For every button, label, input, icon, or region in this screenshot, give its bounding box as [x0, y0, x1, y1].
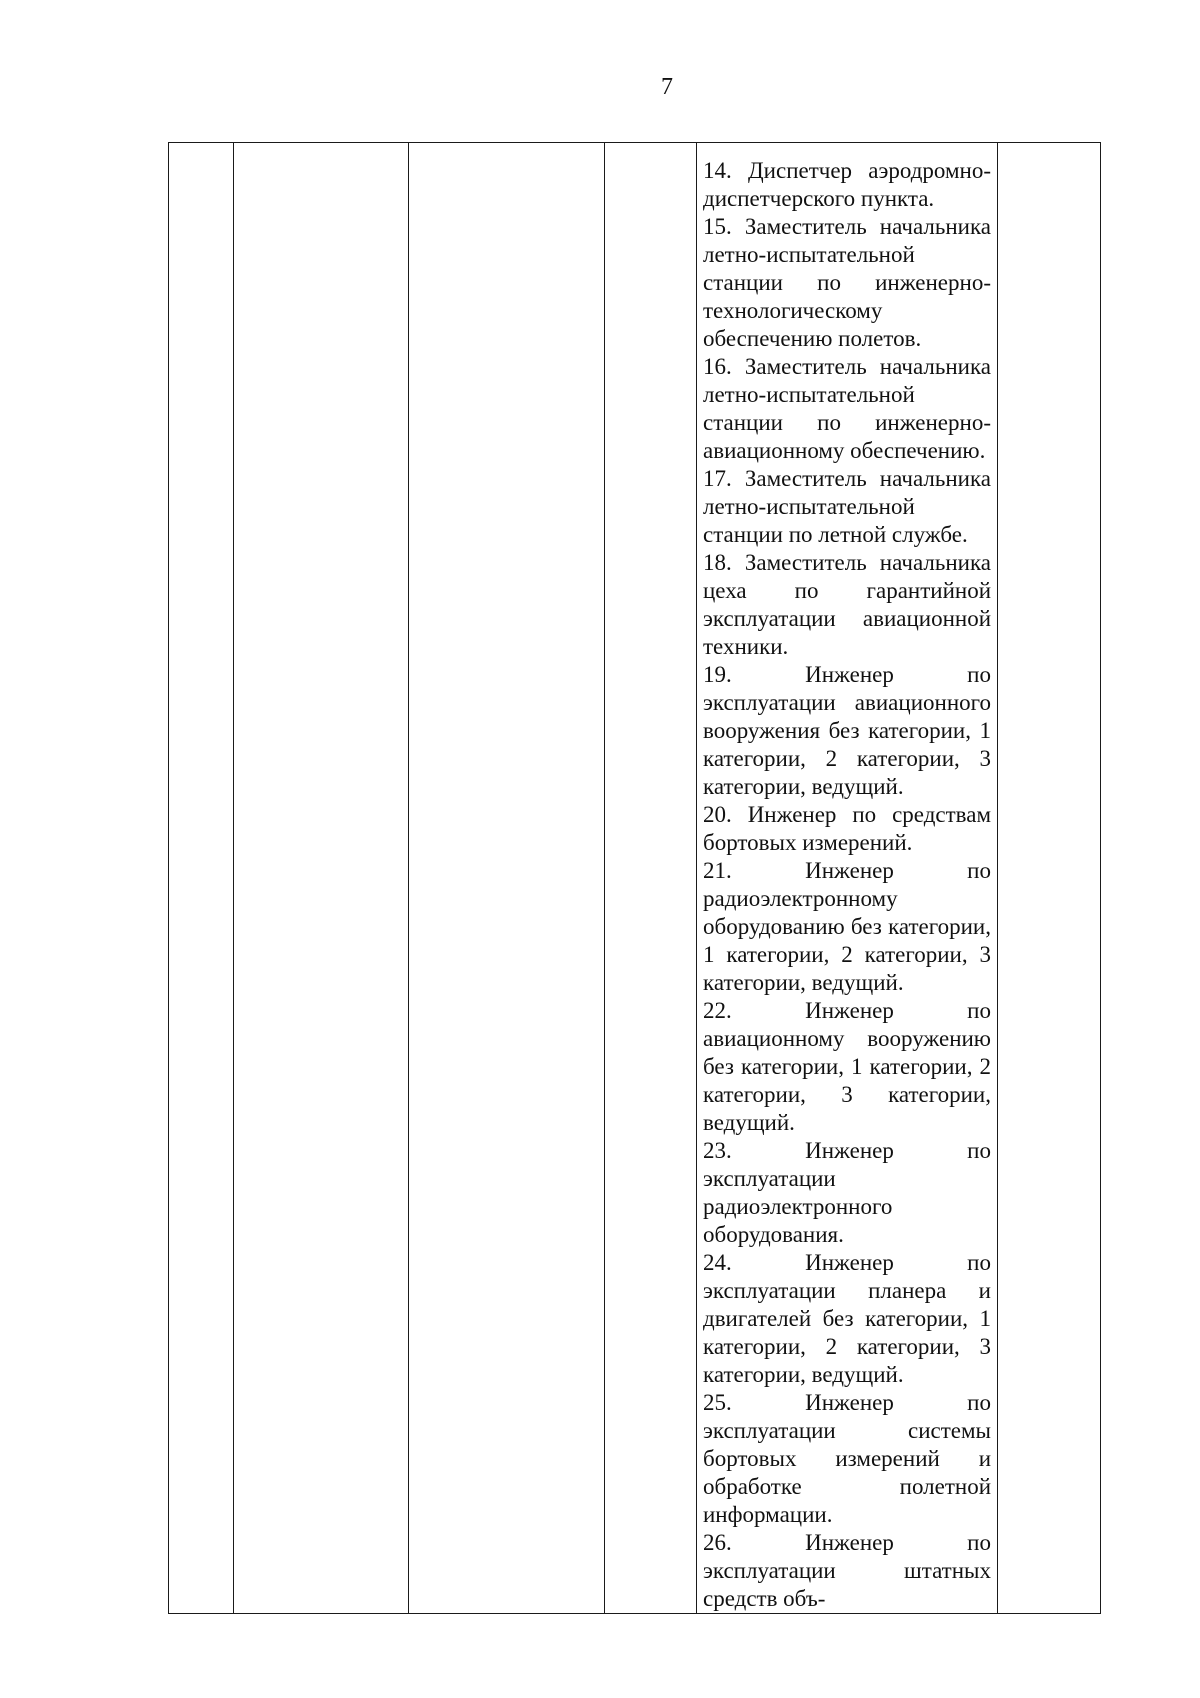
table-cell-col-6	[998, 143, 1101, 1614]
table-cell-col-3	[409, 143, 605, 1614]
table-cell-positions-list	[697, 143, 998, 1614]
table-cell-col-1	[169, 143, 234, 1614]
list-item: 16. Заместитель начальника летно-испытательной станции по инженерно-авиационному обеспечению.	[703, 354, 991, 463]
table-cell-col-2	[234, 143, 409, 1614]
list-item: 19. Инженер по эксплуатации авиационного вооружения без категории, 1 категории, 2 категории, 3 категории, ведущий.	[703, 662, 991, 799]
list-item: 20. Инженер по средствам бортовых измерений.	[703, 802, 991, 855]
table-cell-col-4	[605, 143, 697, 1614]
table-row	[169, 143, 1101, 1614]
list-item: 23. Инженер по эксплуатации радиоэлектронного оборудования.	[703, 1138, 991, 1247]
list-item: 15. Заместитель начальника летно-испытательной станции по инженерно-технологическому обеспечению полетов.	[703, 214, 991, 351]
page-number: 7	[661, 74, 673, 100]
list-item: 18. Заместитель начальника цеха по гарантийной эксплуатации авиационной техники.	[703, 550, 991, 659]
list-item: 24. Инженер по эксплуатации планера и двигателей без категории, 1 категории, 2 категории, 3 категории, ведущий.	[703, 1250, 991, 1387]
list-item: 26. Инженер по эксплуатации штатных средств объ-	[703, 1530, 991, 1611]
list-item: 22. Инженер по авиационному вооружению без категории, 1 категории, 2 категории, 3 категории, ведущий.	[703, 998, 991, 1135]
positions-list	[697, 143, 997, 1613]
positions-table	[168, 142, 1101, 1614]
list-item: 17. Заместитель начальника летно-испытательной станции по летной службе.	[703, 466, 991, 547]
list-item: 25. Инженер по эксплуатации системы бортовых измерений и обработке полетной информации.	[703, 1390, 991, 1527]
list-item: 21. Инженер по радиоэлектронному оборудованию без категории, 1 категории, 2 категории, 3 категории, ведущий.	[703, 858, 991, 995]
list-item: 14. Диспетчер аэродромно-диспетчерского пункта.	[703, 158, 991, 211]
